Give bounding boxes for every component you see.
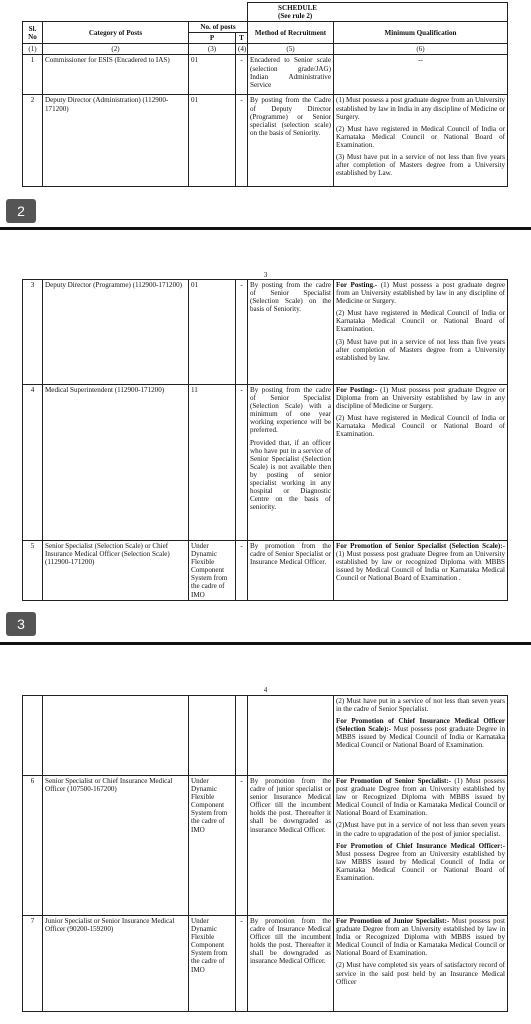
posts-p: 01 xyxy=(189,55,236,95)
qualification xyxy=(334,776,508,916)
posts-p: 11 xyxy=(189,385,236,541)
qualification-item: (1) Must possess a post graduate degree from an University established by law in India in any discipline of Medicine or Surgery. xyxy=(336,96,505,121)
schedule-table-part-3 xyxy=(22,695,508,1012)
header-qualification: Minimum Qualification xyxy=(334,22,508,44)
qualification-label: For Promotion of Junior Specialist:- xyxy=(336,917,450,925)
schedule-table-part-1 xyxy=(22,2,508,187)
header-p: P xyxy=(189,33,236,44)
posts-t: - xyxy=(236,776,248,916)
qualification-label: For Promotion of Chief Insurance Medical Officer (Selection Scale):- xyxy=(336,717,505,734)
qualification-text: (1) Must possess post graduate Degree from an University established by law or recognized Diploma with MBBS issued by Medical Council of India or Karnataka Medical Council or National Board of Examination . xyxy=(336,550,505,583)
posts-p: Under Dynamic Flexible Component System from the cadre of IMO xyxy=(189,776,236,916)
table-row xyxy=(23,385,508,541)
posts-p: Under Dynamic Flexible Component System from the cadre of IMO xyxy=(189,541,236,601)
sl-no: 2 xyxy=(23,95,43,187)
page-3-section xyxy=(0,266,531,606)
sl-no: 4 xyxy=(23,385,43,541)
qualification xyxy=(334,385,508,541)
page-badge: 3 xyxy=(6,612,36,636)
posts-t: - xyxy=(236,95,248,187)
table-row xyxy=(23,776,508,916)
qualification-item xyxy=(336,542,505,582)
sl-no: 3 xyxy=(23,280,43,385)
qualification xyxy=(334,916,508,1012)
posts-p: 01 xyxy=(189,95,236,187)
table-row xyxy=(23,541,508,601)
qualification-label: For Promotion of Senior Specialist:- xyxy=(336,777,452,785)
col-number: (5) xyxy=(248,44,334,55)
posts-t: - xyxy=(236,55,248,95)
qualification-item: (3) Must have put in a service of not less than five years after completion of Masters degree from a University established by law. xyxy=(336,337,505,362)
table-row xyxy=(23,55,508,95)
header-no-of-posts: No. of posts xyxy=(189,22,248,33)
method: By posting from the Cadre of Deputy Director (Programme) or Senior specialist (selection scale) on the basis of Seniority. xyxy=(248,95,334,187)
qualification-item: (2) Must have registered in Medical Council of India or Karnataka Medical Council or National Board of Examination. xyxy=(336,309,505,334)
column-number-row xyxy=(23,44,508,55)
post-name: Deputy Director (Administration) (112900-171200) xyxy=(43,95,189,187)
page-4-section xyxy=(0,684,531,1024)
page-badge: 2 xyxy=(6,199,36,223)
post-name: Medical Superintendent (112900-171200) xyxy=(43,385,189,541)
qualification-label: For Promotion of Chief Insurance Medical Officer:- xyxy=(336,841,505,850)
header-category: Category of Posts xyxy=(43,22,189,44)
posts-p: Under Dynamic Flexible Component System from the cadre of IMO xyxy=(189,916,236,1012)
qualification: -- xyxy=(334,55,508,95)
qualification-item xyxy=(336,842,505,882)
table-row xyxy=(23,280,508,385)
page-break xyxy=(0,606,531,682)
posts-p: 01 xyxy=(189,280,236,385)
qualification-text: (1) Must possess a post graduate degree from an University established by law in any discipline of Medicine or Surgery. xyxy=(336,281,505,306)
qualification-label: For Posting:- xyxy=(336,386,378,394)
qualification-text: Must possess post graduate Degree from an University established by law in India or Recognized Diploma with MBBS issued by Medical Council of India or Karnataka Medical Council or National Board of Examination. xyxy=(336,917,505,958)
sl-no: 1 xyxy=(23,55,43,95)
qualification xyxy=(334,280,508,385)
qualification-text: (1) Must possess post graduate Degree from an University established by law or Recognized Diploma with MBBS issued by Medical Council of India or Karnataka Medical Council or National Board of Examination. xyxy=(336,777,506,818)
qualification xyxy=(334,541,508,601)
page-2-section xyxy=(0,0,531,222)
qualification-item xyxy=(336,281,505,305)
method xyxy=(248,385,334,541)
sl-no: 5 xyxy=(23,541,43,601)
col-number: (6) xyxy=(334,44,508,55)
method-text: By posting from the cadre of Senior Specialist (Selection Scale) with a minimum of one year working experience will be preferred. xyxy=(250,386,331,435)
qualification-item xyxy=(336,777,505,817)
header-method: Method of Recruitment xyxy=(248,22,334,44)
divider xyxy=(0,642,531,645)
table-row xyxy=(23,916,508,1012)
posts-t: - xyxy=(236,385,248,541)
qualification-item: (2) Must have completed six years of satisfactory record of service in the said post held by an Insurance Medical Officer xyxy=(336,961,505,986)
table-row xyxy=(23,696,508,776)
page-number: 3 xyxy=(263,271,268,279)
col-number: (4) xyxy=(236,44,248,55)
method: By promotion from the cadre of Senior Specialist or Insurance Medical Officer. xyxy=(248,541,334,601)
posts-t: - xyxy=(236,541,248,601)
qualification-item xyxy=(336,386,505,410)
method: By promotion from the cadre of Insurance Medical Officer till the incumbent holds the post. Thereafter it shall be downgraded as insurance Medical Officer. xyxy=(248,916,334,1012)
qualification-item: (2) Must have put in a service of not less than seven years in the cadre of Senior Specialist. xyxy=(336,697,505,714)
method-proviso: Provided that, if an officer who have put in a service of Senior Specialist (Selection Scale) is not available then by posting of senior specialist working in any hospital or Diagnostic Centre on the basis of seniority. xyxy=(250,438,331,512)
qualification-label: For Posting.- xyxy=(336,281,378,289)
post-name: Deputy Director (Programme) (112900-171200) xyxy=(43,280,189,385)
method: By promotion from the cadre of junior specialist or senior Insurance Medical Officer till the incumbent holds the post. Thereafter it shall be downgraded as insurance Medical Officer. xyxy=(248,776,334,916)
post-name: Senior Specialist or Chief Insurance Medical Officer (107500-167200) xyxy=(43,776,189,916)
header-sl-no: Sl. No xyxy=(23,22,43,44)
page-break xyxy=(0,195,531,265)
divider xyxy=(0,227,531,230)
qualification-item xyxy=(336,917,505,957)
post-name: Senior Specialist (Selection Scale) or Chief Insurance Medical Officer (Selection Scale) (112900-171200) xyxy=(43,541,189,601)
qualification-text: Must possess Degree from an University established by law MBBS issued by Medical Council of India or Karnataka Medical Council or National Board of Examination. xyxy=(336,849,505,883)
qualification-item xyxy=(336,717,505,749)
qualification-item: (2) Must have registered in Medical Council of India or Karnataka Medical Council or National Board of Examination. xyxy=(336,414,505,439)
method: By posting from the cadre of Senior Specialist (Selection Scale) on the basis of Seniority. xyxy=(248,280,334,385)
posts-t: - xyxy=(236,916,248,1012)
schedule-subtitle: (See rule 2) xyxy=(278,12,313,21)
qualification-text: (1) Must possess post graduate Degree or Diploma from an University established by law in any discipline of Medicine or Surgery. xyxy=(336,386,505,411)
page-number: 4 xyxy=(263,686,268,694)
qualification xyxy=(334,95,508,187)
post-name: Commissioner for ESIS (Encadered to IAS) xyxy=(43,55,189,95)
table-row xyxy=(23,95,508,187)
qualification-label: For Promotion of Senior Specialist (Selection Scale):- xyxy=(336,542,505,550)
qualification-text: Must possess post graduate Degree in MBBS issued by Medical Council of India or Karnataka Medical Council or National Board of Examination. xyxy=(336,725,505,750)
post-name: Junior Specialist or Senior Insurance Medical Officer (90200-159200) xyxy=(43,916,189,1012)
schedule-table-part-2 xyxy=(22,279,508,601)
qualification xyxy=(334,696,508,776)
col-number: (2) xyxy=(43,44,189,55)
sl-no: 6 xyxy=(23,776,43,916)
qualification-item: (2) Must have registered in Medical Council of India or Karnataka Medical Council or National Board of Examination. xyxy=(336,124,505,149)
qualification-item: (3) Must have put in a service of not less than five years after completion of Masters degree from a University established by Law. xyxy=(336,153,505,178)
sl-no: 7 xyxy=(23,916,43,1012)
header-t: T xyxy=(236,33,248,44)
col-number: (3) xyxy=(189,44,236,55)
method: Encadered to Senior scale (selection grade/JAG) Indian Administrative Service xyxy=(248,55,334,95)
col-number: (1) xyxy=(23,44,43,55)
schedule-title: SCHEDULE xyxy=(278,4,318,12)
qualification-item: (2)Must have put in a service of not less than seven years in the cadre to upgradation of the post of junior specialist. xyxy=(336,821,505,838)
posts-t: - xyxy=(236,280,248,385)
